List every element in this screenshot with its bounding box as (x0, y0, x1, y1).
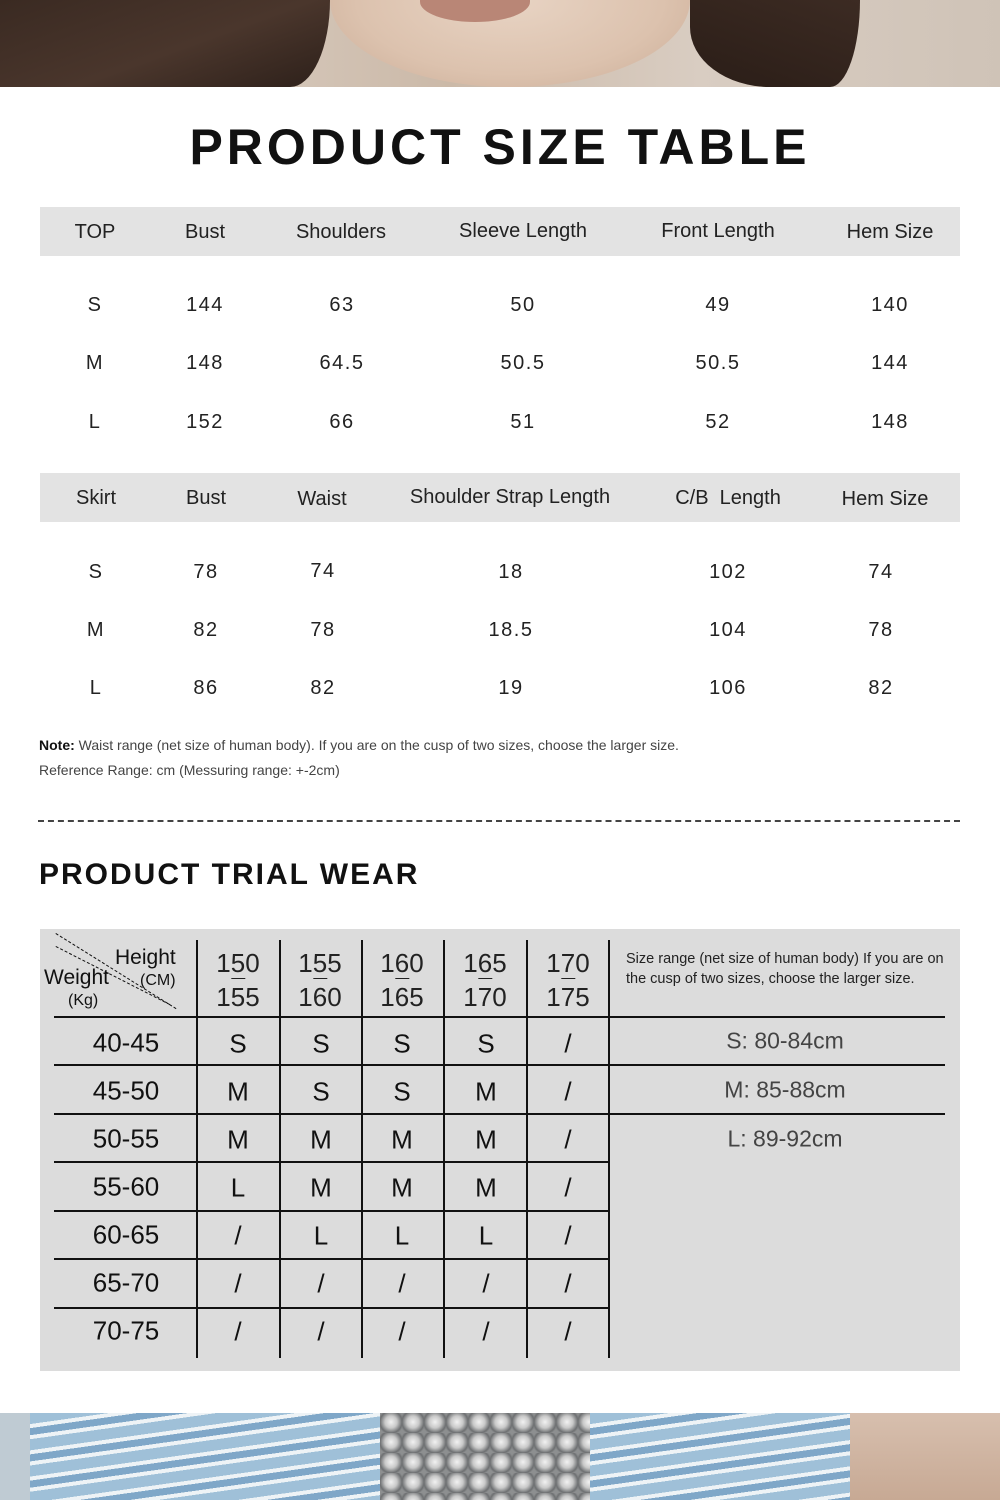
size-cell: / (398, 1268, 406, 1299)
range-dash (561, 978, 575, 979)
striped-top-shape (30, 1413, 380, 1500)
size-cell: L (88, 411, 102, 433)
size-cell: / (564, 1268, 572, 1299)
arm-shape (850, 1413, 1000, 1500)
value-cell: 148 (186, 352, 224, 374)
table-header (40, 207, 960, 256)
value-cell: 74 (310, 560, 336, 582)
section-divider (38, 820, 960, 822)
height-to: 175 (546, 982, 590, 1012)
size-cell: S (312, 1076, 330, 1107)
striped-top-shape (590, 1413, 850, 1500)
column-header: TOP (74, 221, 116, 243)
note-label: Note: (39, 737, 75, 753)
value-cell: 86 (193, 677, 219, 699)
size-cell: M (475, 1172, 497, 1203)
size-cell: L (313, 1220, 329, 1251)
size-cell: L (394, 1220, 410, 1251)
grid-line (361, 940, 363, 1358)
column-header: Waist (297, 488, 347, 510)
value-cell: 50 (510, 294, 536, 316)
value-cell: 144 (186, 294, 224, 316)
size-cell: L (478, 1220, 494, 1251)
height-label: Height (115, 946, 176, 969)
column-header: Sleeve Length (459, 220, 587, 242)
height-range-header (298, 950, 341, 1010)
size-cell: S (88, 561, 104, 583)
size-cell: M (475, 1076, 497, 1107)
value-cell: 82 (193, 619, 219, 641)
size-cell: M (391, 1172, 413, 1203)
size-cell: / (564, 1220, 572, 1251)
size-cell: L (89, 677, 103, 699)
value-cell: 102 (709, 561, 747, 583)
column-header: Bust (185, 487, 227, 509)
value-cell: 152 (186, 411, 224, 433)
table-header (40, 473, 960, 522)
weight-cell: 55-60 (92, 1171, 160, 1202)
column-header: Front Length (661, 220, 775, 242)
grid-line (443, 940, 445, 1358)
weight-cell: 60-65 (92, 1219, 160, 1250)
column-header: Skirt (76, 487, 116, 509)
size-cell: S (312, 1028, 330, 1059)
weight-cell: 40-45 (92, 1027, 160, 1058)
size-cell: / (564, 1316, 572, 1347)
height-unit: (CM) (140, 972, 176, 989)
value-cell: 148 (871, 411, 909, 433)
size-cell: M (391, 1124, 413, 1155)
value-cell: 78 (193, 561, 219, 583)
size-cell: / (398, 1316, 406, 1347)
value-cell: 66 (329, 411, 355, 433)
reference-range-note: Reference Range: cm (Messuring range: +-2cm) (39, 762, 340, 778)
value-cell: 64.5 (319, 352, 365, 374)
weight-cell: 65-70 (92, 1267, 160, 1298)
weight-unit: (Kg) (68, 992, 99, 1009)
size-cell: S (393, 1076, 411, 1107)
grid-line (196, 940, 198, 1358)
range-dash (395, 978, 409, 979)
height-to: 155 (216, 982, 260, 1012)
weight-label: Weight (44, 966, 109, 989)
value-cell: 49 (705, 294, 731, 316)
range-dash (231, 978, 245, 979)
size-cell: M (227, 1124, 249, 1155)
size-cell: L (230, 1172, 246, 1203)
value-cell: 82 (868, 677, 894, 699)
size-note (39, 737, 679, 753)
height-from: 150 (216, 948, 260, 978)
value-cell: 104 (709, 619, 747, 641)
height-from: 170 (546, 948, 590, 978)
note-text: Waist range (net size of human body). If you are on the cusp of two sizes, choose the larger size. (78, 737, 679, 753)
grid-line (279, 940, 281, 1358)
size-cell: M (85, 352, 105, 374)
column-header: Hem Size (841, 488, 929, 510)
size-cell: M (310, 1124, 332, 1155)
size-cell: M (227, 1076, 249, 1107)
value-cell: 63 (329, 294, 355, 316)
trial-wear-title: PRODUCT TRIAL WEAR (39, 858, 420, 891)
value-cell: 78 (310, 619, 336, 641)
size-cell: S (393, 1028, 411, 1059)
size-cell: / (234, 1268, 242, 1299)
value-cell: 74 (868, 561, 894, 583)
grid-line (54, 1113, 945, 1115)
size-cell: S (477, 1028, 495, 1059)
height-to: 165 (380, 982, 424, 1012)
size-cell: M (310, 1172, 332, 1203)
size-cell: / (317, 1316, 325, 1347)
height-range-header (216, 950, 259, 1010)
size-cell: / (564, 1076, 572, 1107)
height-range-header (463, 950, 506, 1010)
size-range-m: M: 85-88cm (724, 1076, 846, 1103)
size-cell: M (475, 1124, 497, 1155)
grid-line (608, 940, 610, 1358)
height-to: 160 (298, 982, 342, 1012)
value-cell: 51 (510, 411, 536, 433)
size-cell: M (86, 619, 106, 641)
value-cell: 82 (310, 677, 336, 699)
height-range-header (380, 950, 423, 1010)
size-cell: / (482, 1268, 490, 1299)
model-photo-top (0, 0, 1000, 87)
value-cell: 78 (868, 619, 894, 641)
size-range-l: L: 89-92cm (727, 1125, 843, 1152)
weight-cell: 45-50 (92, 1075, 160, 1106)
size-range-note: Size range (net size of human body) If you are on the cusp of two sizes, choose the larger size. (626, 951, 944, 987)
value-cell: 19 (498, 677, 524, 699)
height-from: 165 (463, 948, 507, 978)
size-cell: S (229, 1028, 247, 1059)
value-cell: 52 (705, 411, 731, 433)
height-from: 155 (298, 948, 342, 978)
hair-shape (0, 0, 330, 87)
height-range-header (546, 950, 589, 1010)
range-dash (313, 978, 327, 979)
size-cell: / (482, 1316, 490, 1347)
weight-cell: 50-55 (92, 1123, 160, 1154)
size-cell: / (564, 1172, 572, 1203)
size-cell: / (564, 1124, 572, 1155)
page-title: PRODUCT SIZE TABLE (189, 119, 811, 175)
value-cell: 106 (709, 677, 747, 699)
size-cell: / (317, 1268, 325, 1299)
sequin-bag-shape (380, 1413, 590, 1500)
value-cell: 140 (871, 294, 909, 316)
value-cell: 144 (871, 352, 909, 374)
size-cell: / (564, 1028, 572, 1059)
column-header: C/B Length (675, 487, 781, 509)
grid-line (54, 1016, 945, 1018)
height-from: 160 (380, 948, 424, 978)
value-cell: 18.5 (488, 619, 534, 641)
value-cell: 18 (498, 561, 524, 583)
model-photo-bottom (0, 1413, 1000, 1500)
range-dash (478, 978, 492, 979)
weight-cell: 70-75 (92, 1315, 160, 1346)
value-cell: 50.5 (695, 352, 741, 374)
hair-shape (690, 0, 860, 87)
size-cell: / (234, 1220, 242, 1251)
grid-line (54, 1064, 945, 1066)
column-header: Shoulder Strap Length (409, 486, 611, 508)
size-cell: S (87, 294, 103, 316)
column-header: Shoulders (295, 221, 387, 243)
size-cell: / (234, 1316, 242, 1347)
height-to: 170 (463, 982, 507, 1012)
column-header: Bust (184, 221, 226, 243)
size-range-s: S: 80-84cm (726, 1027, 844, 1054)
value-cell: 50.5 (500, 352, 546, 374)
column-header: Hem Size (846, 221, 934, 243)
grid-line (526, 940, 528, 1358)
